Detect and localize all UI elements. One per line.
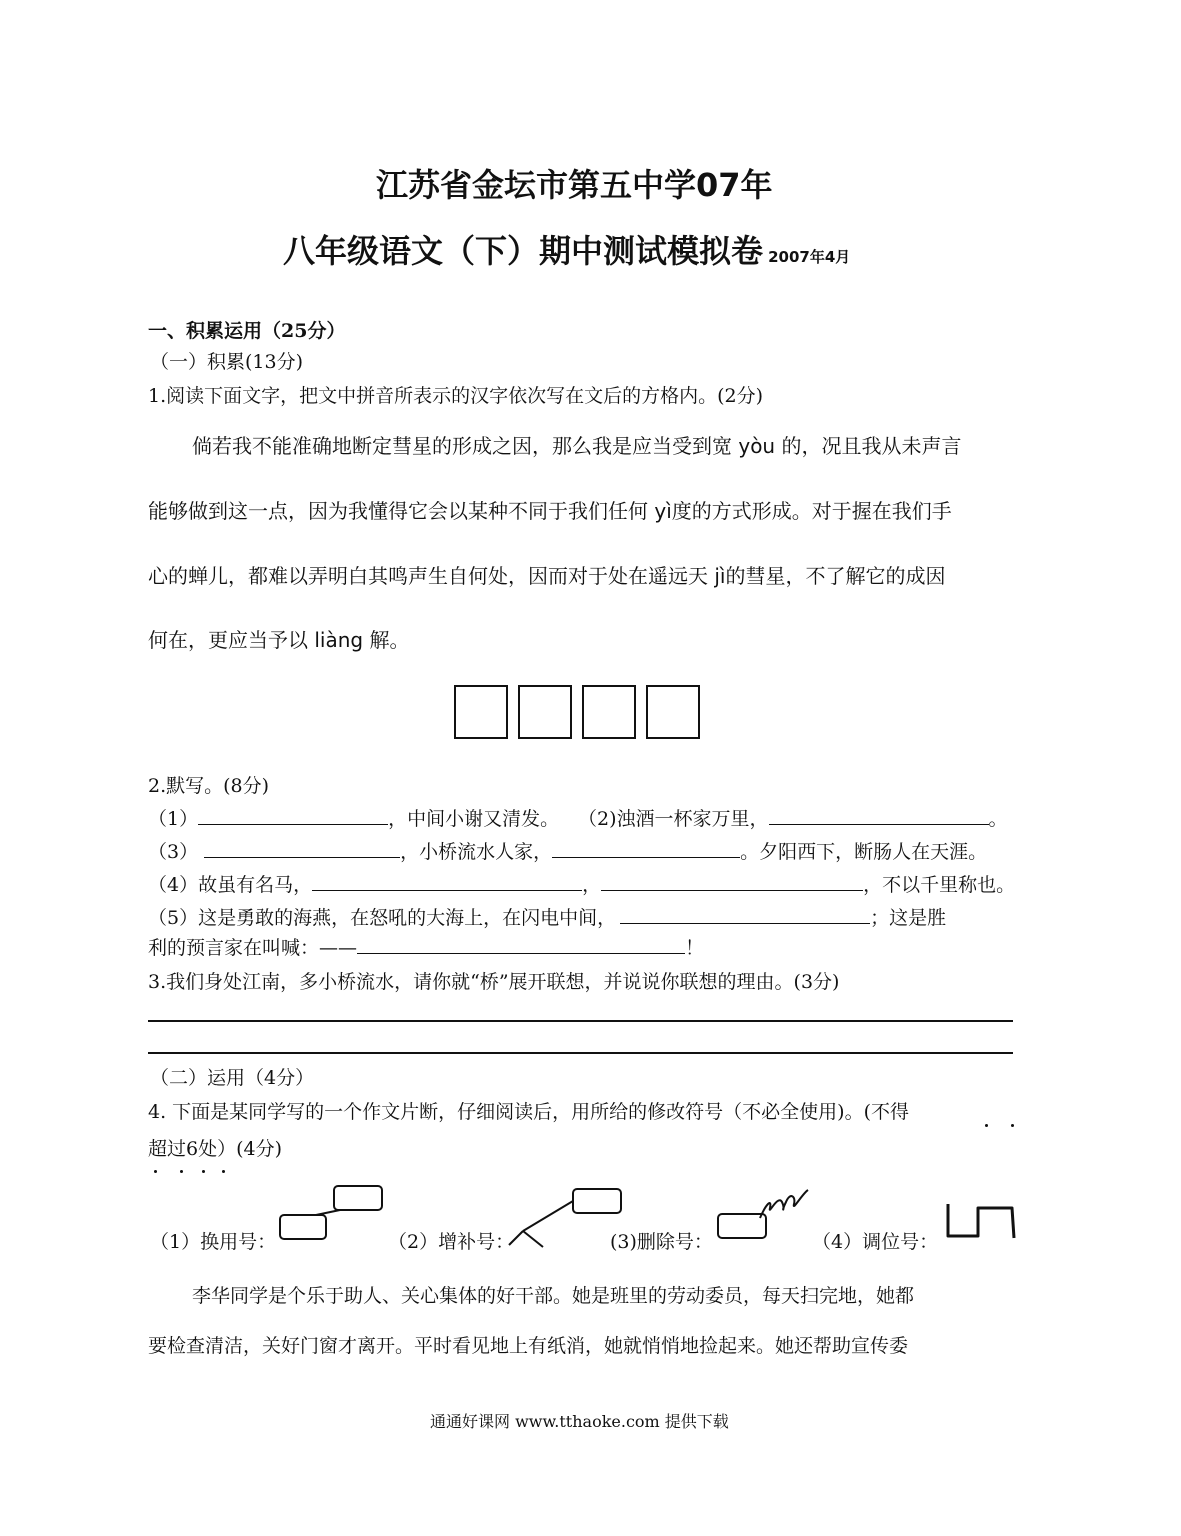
symbol-2-label: （2）增补号： xyxy=(388,1231,515,1253)
dictation-2-text: （2)浊酒一杯家万里， xyxy=(578,808,769,830)
dictation-5-end: ！ xyxy=(685,937,705,959)
answer-line-2[interactable] xyxy=(148,1052,1013,1054)
title-line-2: 八年级语文（下）期中测试模拟卷 xyxy=(283,232,764,270)
emphasis-dot xyxy=(985,1124,988,1127)
answer-box-3[interactable] xyxy=(582,685,636,739)
composition-line-2: 要检查清洁，关好门窗才离开。平时看见地上有纸消，她就悄悄地捡起来。她还帮助宣传委 xyxy=(148,1335,909,1357)
dictation-3-label: （3） xyxy=(148,841,199,863)
dictation-blank-8[interactable] xyxy=(357,935,685,954)
question-1-prompt: 1.阅读下面文字，把文中拼音所表示的汉字依次写在文后的方格内。(2分) xyxy=(148,385,764,407)
question-3-prompt: 3.我们身处江南，多小桥流水，请你就“桥”展开联想，并说说你联想的理由。(3分) xyxy=(148,971,840,993)
passage-line-3: 心的蝉儿，都难以弄明白其鸣声生自何处，因而对于处在遥远天 jì的彗星，不了解它的成因 xyxy=(148,564,946,588)
dictation-5-text: （5）这是勇敢的海燕，在怒吼的大海上，在闪电中间， xyxy=(148,907,617,929)
footer-text: 通通好课网 www.tthaoke.com 提供下载 xyxy=(430,1412,729,1431)
title-line-2-wrap xyxy=(283,226,850,272)
emphasis-dot xyxy=(154,1170,157,1173)
emphasis-dot xyxy=(202,1170,205,1173)
subsection-2-heading: （二）运用（4分） xyxy=(150,1067,315,1089)
dictation-row-3 xyxy=(148,870,1015,897)
dictation-row-4 xyxy=(148,903,946,930)
emphasis-dot xyxy=(1011,1124,1014,1127)
dictation-blank-7[interactable] xyxy=(620,905,870,924)
dictation-blank-4[interactable] xyxy=(552,839,740,858)
dictation-4-end: ，不以千里称也。 xyxy=(863,874,1016,896)
answer-box-1[interactable] xyxy=(454,685,508,739)
dictation-row-2 xyxy=(148,837,987,864)
question-4-prompt-2: 超过6处）(4分) xyxy=(148,1138,283,1160)
dictation-row-1b xyxy=(578,804,1008,831)
title-date: 2007年4月 xyxy=(768,248,851,266)
dictation-4-text: （4）故虽有名马， xyxy=(148,874,313,896)
section-heading: 一、积累运用（25分） xyxy=(148,320,346,342)
question-4-prompt-1: 4. 下面是某同学写的一个作文片断，仔细阅读后，用所给的修改符号（不必全使用)。(不得 xyxy=(148,1101,909,1123)
passage-line-1: 倘若我不能准确地断定彗星的形成之因，那么我是应当受到宽 yòu 的，况且我从未声言 xyxy=(192,434,962,458)
symbol-1-label: （1）换用号： xyxy=(150,1231,277,1253)
dictation-1-label: （1） xyxy=(148,808,199,830)
title-line-1: 江苏省金坛市第五中学07年 xyxy=(376,166,773,204)
replace-mark-icon xyxy=(276,1182,388,1244)
dictation-2-end: 。 xyxy=(988,808,1008,830)
dictation-blank-6[interactable] xyxy=(601,872,863,891)
answer-box-4[interactable] xyxy=(646,685,700,739)
dictation-5-cont: ；这是胜 xyxy=(870,907,947,929)
dictation-3-end: 。夕阳西下，断肠人在天涯。 xyxy=(740,841,988,863)
answer-line-1[interactable] xyxy=(148,1020,1013,1022)
symbol-3-label: (3)删除号： xyxy=(610,1231,713,1253)
subsection-1-heading: （一）积累(13分) xyxy=(150,351,304,373)
dictation-row-1 xyxy=(148,804,559,831)
dictation-5-text-2: 利的预言家在叫喊：—— xyxy=(148,937,358,959)
passage-line-4: 何在，更应当予以 liàng 解。 xyxy=(148,628,410,652)
dictation-4-sep: ， xyxy=(582,874,602,896)
delete-mark-icon xyxy=(716,1184,816,1244)
dictation-blank-3[interactable] xyxy=(204,839,400,858)
symbol-4-label: （4）调位号： xyxy=(812,1231,939,1253)
answer-box-2[interactable] xyxy=(518,685,572,739)
dictation-blank-1[interactable] xyxy=(198,806,388,825)
dictation-blank-2[interactable] xyxy=(769,806,989,825)
dictation-row-5 xyxy=(148,933,704,960)
passage-line-2: 能够做到这一点，因为我懂得它会以某种不同于我们任何 yì度的方式形成。对于握在我们手 xyxy=(148,499,952,523)
question-2-prompt: 2.默写。(8分) xyxy=(148,775,270,797)
dictation-1-text: ，中间小谢又清发。 xyxy=(388,808,560,830)
insert-mark-icon xyxy=(505,1185,627,1251)
dictation-blank-5[interactable] xyxy=(312,872,582,891)
transpose-mark-icon xyxy=(940,1198,1024,1246)
emphasis-dot xyxy=(222,1170,225,1173)
composition-line-1: 李华同学是个乐于助人、关心集体的好干部。她是班里的劳动委员，每天扫完地，她都 xyxy=(192,1285,915,1307)
emphasis-dot xyxy=(180,1170,183,1173)
dictation-3-text: ，小桥流水人家， xyxy=(400,841,553,863)
